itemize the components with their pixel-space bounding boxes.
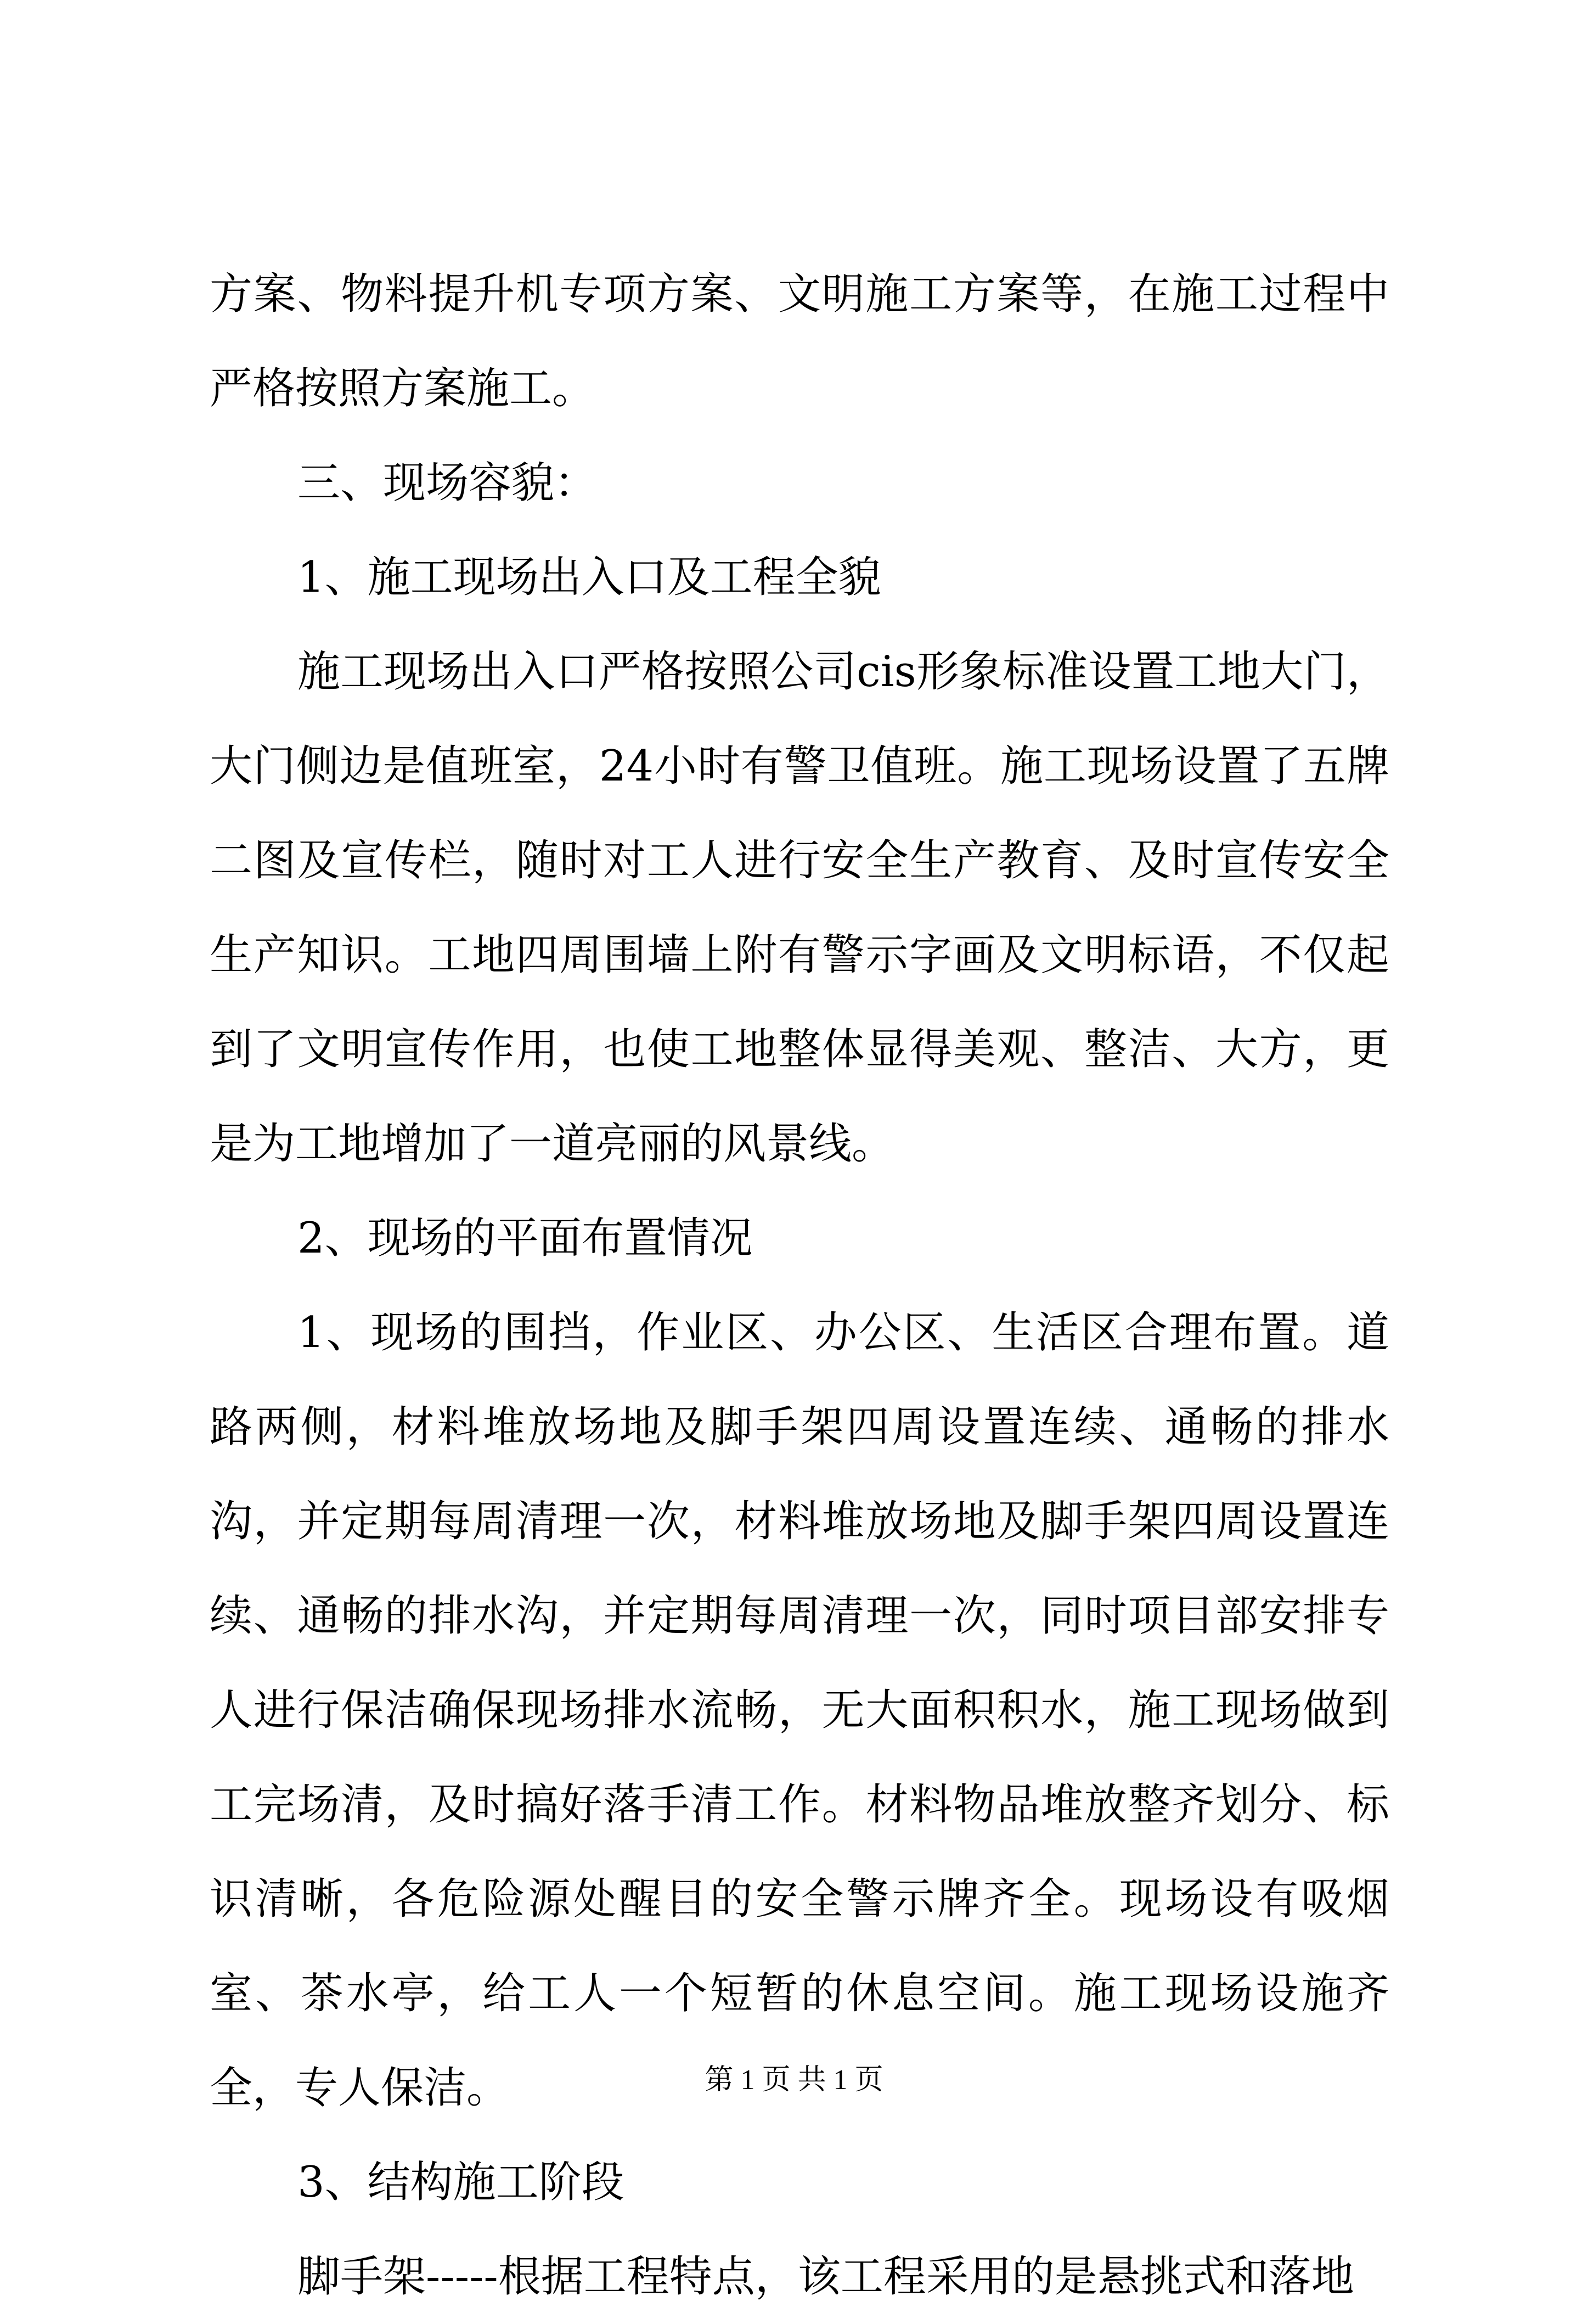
subheading-entrance: 1、施工现场出入口及工程全貌: [297, 553, 881, 602]
paragraph-site-layout: 1、现场的围挡，作业区、办公区、生活区合理布置。道路两侧，材料堆放场地及脚手架四周设置连续、通畅的排水沟，并定期每周清理一次，材料堆放场地及脚手架四周设置连续、通畅的排水沟，并定期每周清理一次，同时项目部安排专人进行保洁确保现场排水流畅，无大面积积水，施工现场做到工完场清，及时搞好落手清工作。材料物品堆放整齐划分、标识清晰，各危险源处醒目的安全警示牌齐全。现场设有吸烟室、茶水亭，给工人一个短暂的休息空间。施工现场设施齐全，专人保洁。: [210, 1308, 1389, 2113]
subheading-site-layout: 2、现场的平面布置情况: [297, 1214, 753, 1263]
page-number-footer: 第 1 页 共 1 页: [705, 2064, 883, 2096]
subheading-structure-stage: 3、结构施工阶段: [297, 2158, 624, 2207]
document-body: [210, 247, 1389, 2324]
paragraph-continuation: 方案、物料提升机专项方案、文明施工方案等，在施工过程中严格按照方案施工。: [210, 270, 1389, 413]
section-heading-site-appearance: 三、现场容貌：: [297, 458, 598, 508]
paragraph-entrance: 施工现场出入口严格按照公司cis形象标准设置工地大门，大门侧边是值班室，24小时有警卫值班。施工现场设置了五牌二图及宣传栏，随时对工人进行安全生产教育、及时宣传安全生产知识。工地四周围墙上附有警示字画及文明标语，不仅起到了文明宣传作用，也使工地整体显得美观、整洁、大方，更是为工地增加了一道亮丽的风景线。: [210, 647, 1389, 1169]
paragraph-scaffolding: 脚手架-----根据工程特点，该工程采用的是悬挑式和落地: [297, 2252, 1354, 2301]
